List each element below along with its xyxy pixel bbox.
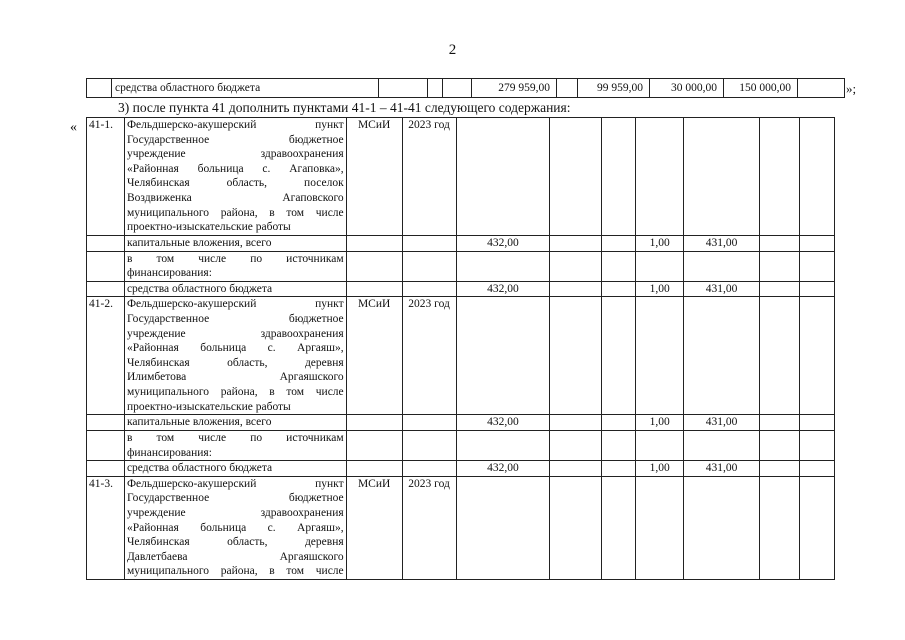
- year-cell: 2023 год: [402, 297, 456, 415]
- ministry-code: МСиИ: [346, 118, 402, 236]
- capital-total: 432,00: [456, 415, 550, 431]
- empty-cell: [798, 79, 845, 98]
- ministry-code: МСиИ: [346, 476, 402, 579]
- table-row: [87, 476, 835, 579]
- page-number: 2: [448, 42, 457, 58]
- organization-description: Фельдшерско-акушерский пункт Государственное бюджетное учреждение здравоохранения «Районная больница с. Аргаяш», Челябинская область, деревня Давлетбаева Аргаяшского муниципального района, в том числе: [124, 476, 346, 579]
- organization-description: Фельдшерско-акушерский пункт Государственное бюджетное учреждение здравоохранения «Районная больница с. Аргаяш», Челябинская область, деревня Илимбетова Аргаяшского муниципального района, в том числе проектно-изыскательские работы: [124, 297, 346, 415]
- value-cell: 150 000,00: [724, 79, 798, 98]
- closing-quote: »;: [846, 81, 857, 96]
- table-row: [87, 297, 835, 415]
- source-label: в том числе по источникам финансирования:: [124, 251, 346, 281]
- items-table: [86, 117, 835, 580]
- opening-quote: «: [70, 120, 77, 135]
- capital-value-a: 1,00: [636, 236, 684, 252]
- table-row: [87, 236, 835, 252]
- empty-cell: [428, 79, 443, 98]
- empty-cell: [443, 79, 472, 98]
- item-number: 41-1.: [87, 118, 125, 236]
- instruction-text: 3) после пункта 41 дополнить пунктами 41-1 – 41-41 следующего содержания:: [118, 100, 571, 115]
- budget-label: средства областного бюджета: [124, 281, 346, 297]
- empty-cell: [379, 79, 428, 98]
- value-cell: 279 959,00: [472, 79, 557, 98]
- budget-value-b: 431,00: [684, 461, 760, 477]
- empty-cell: [87, 79, 112, 98]
- capital-total: 432,00: [456, 236, 550, 252]
- item-number: 41-3.: [87, 476, 125, 579]
- capital-label: капитальные вложения, всего: [124, 236, 346, 252]
- budget-label: средства областного бюджета: [124, 461, 346, 477]
- table-row: [87, 118, 835, 236]
- table-row: [87, 281, 835, 297]
- table-row: [87, 415, 835, 431]
- continuation-row-table: [86, 78, 845, 98]
- budget-value-a: 1,00: [636, 461, 684, 477]
- capital-value-b: 431,00: [684, 415, 760, 431]
- table-row: [87, 79, 845, 98]
- year-cell: 2023 год: [402, 118, 456, 236]
- table-row: [87, 430, 835, 460]
- ministry-code: МСиИ: [346, 297, 402, 415]
- budget-total: 432,00: [456, 281, 550, 297]
- table-row: [87, 251, 835, 281]
- capital-value-b: 431,00: [684, 236, 760, 252]
- budget-value-a: 1,00: [636, 281, 684, 297]
- capital-value-a: 1,00: [636, 415, 684, 431]
- organization-description: Фельдшерско-акушерский пункт Государственное бюджетное учреждение здравоохранения «Районная больница с. Агаповка», Челябинская область, поселок Воздвиженка Агаповского муниципального района, в том числе проектно-изыскательские работы: [124, 118, 346, 236]
- value-cell: 99 959,00: [578, 79, 650, 98]
- row-label: средства областного бюджета: [112, 79, 379, 98]
- item-number: 41-2.: [87, 297, 125, 415]
- year-cell: 2023 год: [402, 476, 456, 579]
- source-label: в том числе по источникам финансирования:: [124, 430, 346, 460]
- empty-cell: [557, 79, 578, 98]
- capital-label: капитальные вложения, всего: [124, 415, 346, 431]
- table-row: [87, 461, 835, 477]
- budget-value-b: 431,00: [684, 281, 760, 297]
- value-cell: 30 000,00: [650, 79, 724, 98]
- budget-total: 432,00: [456, 461, 550, 477]
